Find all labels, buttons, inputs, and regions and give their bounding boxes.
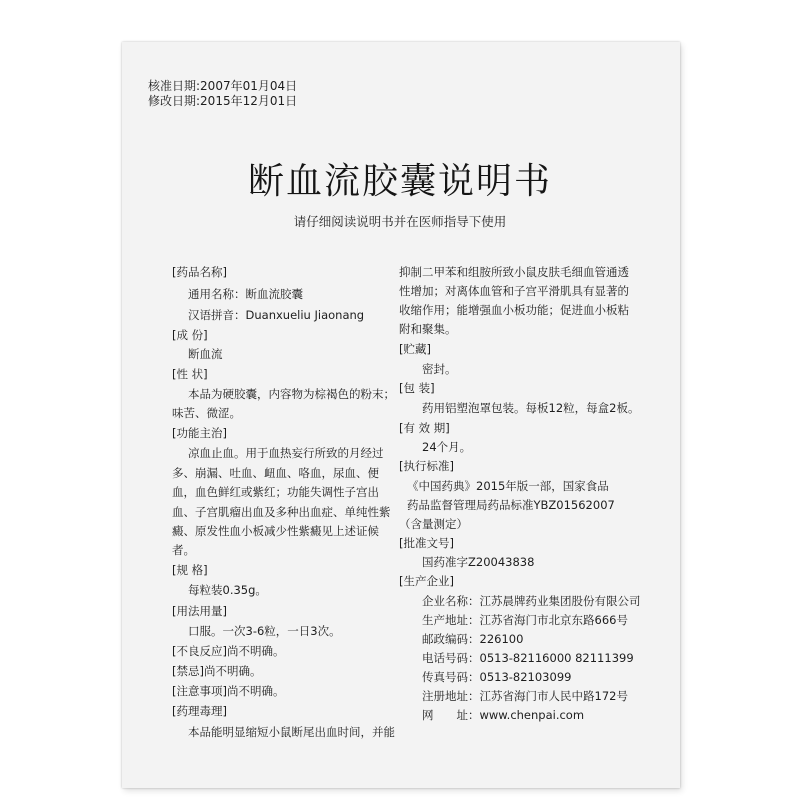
dosage-text: 口服。一次3-6粒，一日3次。 xyxy=(188,624,341,638)
specification-text: 每粒装0.35g。 xyxy=(188,583,267,597)
description-text: 本品为硬胶囊，内容物为棕褐色的粉末； xyxy=(188,387,395,401)
production-address: 生产地址：江苏省海门市北京东路666号 xyxy=(422,613,628,627)
section-heading-package: [包 装] xyxy=(399,381,435,395)
description-text: 味苦、微涩。 xyxy=(172,406,241,420)
section-heading-description: [性 状] xyxy=(172,367,208,381)
standard-text: 药品监督管理局药品标准YBZ01562007 xyxy=(407,498,615,512)
contraindications: [禁忌]尚不明确。 xyxy=(172,664,262,678)
section-heading-manufacturer: [生产企业] xyxy=(399,574,454,588)
section-heading-expiry: [有 效 期] xyxy=(399,421,450,435)
package-text: 药用铝塑泡罩包装。每板12粒，每盒2板。 xyxy=(422,401,640,415)
generic-name: 通用名称：断血流胶囊 xyxy=(188,287,303,301)
section-heading-pharmacology: [药理毒理] xyxy=(172,704,227,718)
postal-code: 邮政编码：226100 xyxy=(422,632,524,646)
pharmacology-text: 附和聚集。 xyxy=(399,322,457,336)
indications-text: 血，血色鲜红或紫红；功能失调性子宫出 xyxy=(172,485,379,499)
expiry-text: 24个月。 xyxy=(422,440,472,454)
indications-text: 血、子宫肌瘤出血及多种出血症、单纯性紫 xyxy=(172,505,391,519)
section-heading-ingredients: [成 份] xyxy=(172,328,208,342)
revision-date: 修改日期:2015年12月01日 xyxy=(148,94,298,108)
indications-text: 凉血止血。用于血热妄行所致的月经过 xyxy=(188,446,384,460)
company-name: 企业名称：江苏晨牌药业集团股份有限公司 xyxy=(422,594,641,608)
ingredients-text: 断血流 xyxy=(188,347,223,361)
section-heading-specification: [规 格] xyxy=(172,563,208,577)
pinyin-name: 汉语拼音：Duanxueliu Jiaonang xyxy=(188,308,365,322)
storage-text: 密封。 xyxy=(422,362,457,376)
website: 网 址：www.chenpai.com xyxy=(422,708,585,722)
section-heading-approval-number: [批准文号] xyxy=(399,536,454,550)
section-heading-drug-name: [药品名称] xyxy=(172,265,227,279)
standard-text: （含量测定） xyxy=(399,517,468,531)
precautions: [注意事项]尚不明确。 xyxy=(172,684,285,698)
phone-number: 电话号码：0513-82116000 82111399 xyxy=(422,651,634,665)
indications-text: 癜、原发性血小板减少性紫癜见上述证候 xyxy=(172,524,379,538)
document-title: 断血流胶囊说明书 xyxy=(247,161,552,202)
adverse-reactions: [不良反应]尚不明确。 xyxy=(172,644,285,658)
approval-number: 国药准字Z20043838 xyxy=(422,555,535,569)
document-subtitle: 请仔细阅读说明书并在医师指导下使用 xyxy=(293,214,507,229)
fax-number: 传真号码：0513-82103099 xyxy=(422,670,572,684)
standard-text: 《中国药典》2015年版一部，国家食品 xyxy=(407,479,609,493)
pharmacology-text: 抑制二甲苯和组胺所致小鼠皮肤毛细血管通透 xyxy=(399,265,629,279)
indications-text: 多、崩漏、吐血、衄血、咯血，尿血、便 xyxy=(172,466,379,480)
pharmacology-text: 性增加；对离体血管和子宫平滑肌具有显著的 xyxy=(399,284,629,298)
pharmacology-text: 收缩作用；能增强血小板功能；促进血小板粘 xyxy=(399,303,629,317)
registered-address: 注册地址：江苏省海门市人民中路172号 xyxy=(422,689,628,703)
pharmacology-text: 本品能明显缩短小鼠断尾出血时间，并能 xyxy=(188,725,395,739)
section-heading-indications: [功能主治] xyxy=(172,426,227,440)
approval-date: 核准日期:2007年01月04日 xyxy=(148,79,298,93)
section-heading-storage: [贮藏] xyxy=(399,342,431,356)
indications-text: 者。 xyxy=(172,543,195,557)
section-heading-standard: [执行标准] xyxy=(399,459,454,473)
section-heading-dosage: [用法用量] xyxy=(172,604,227,618)
